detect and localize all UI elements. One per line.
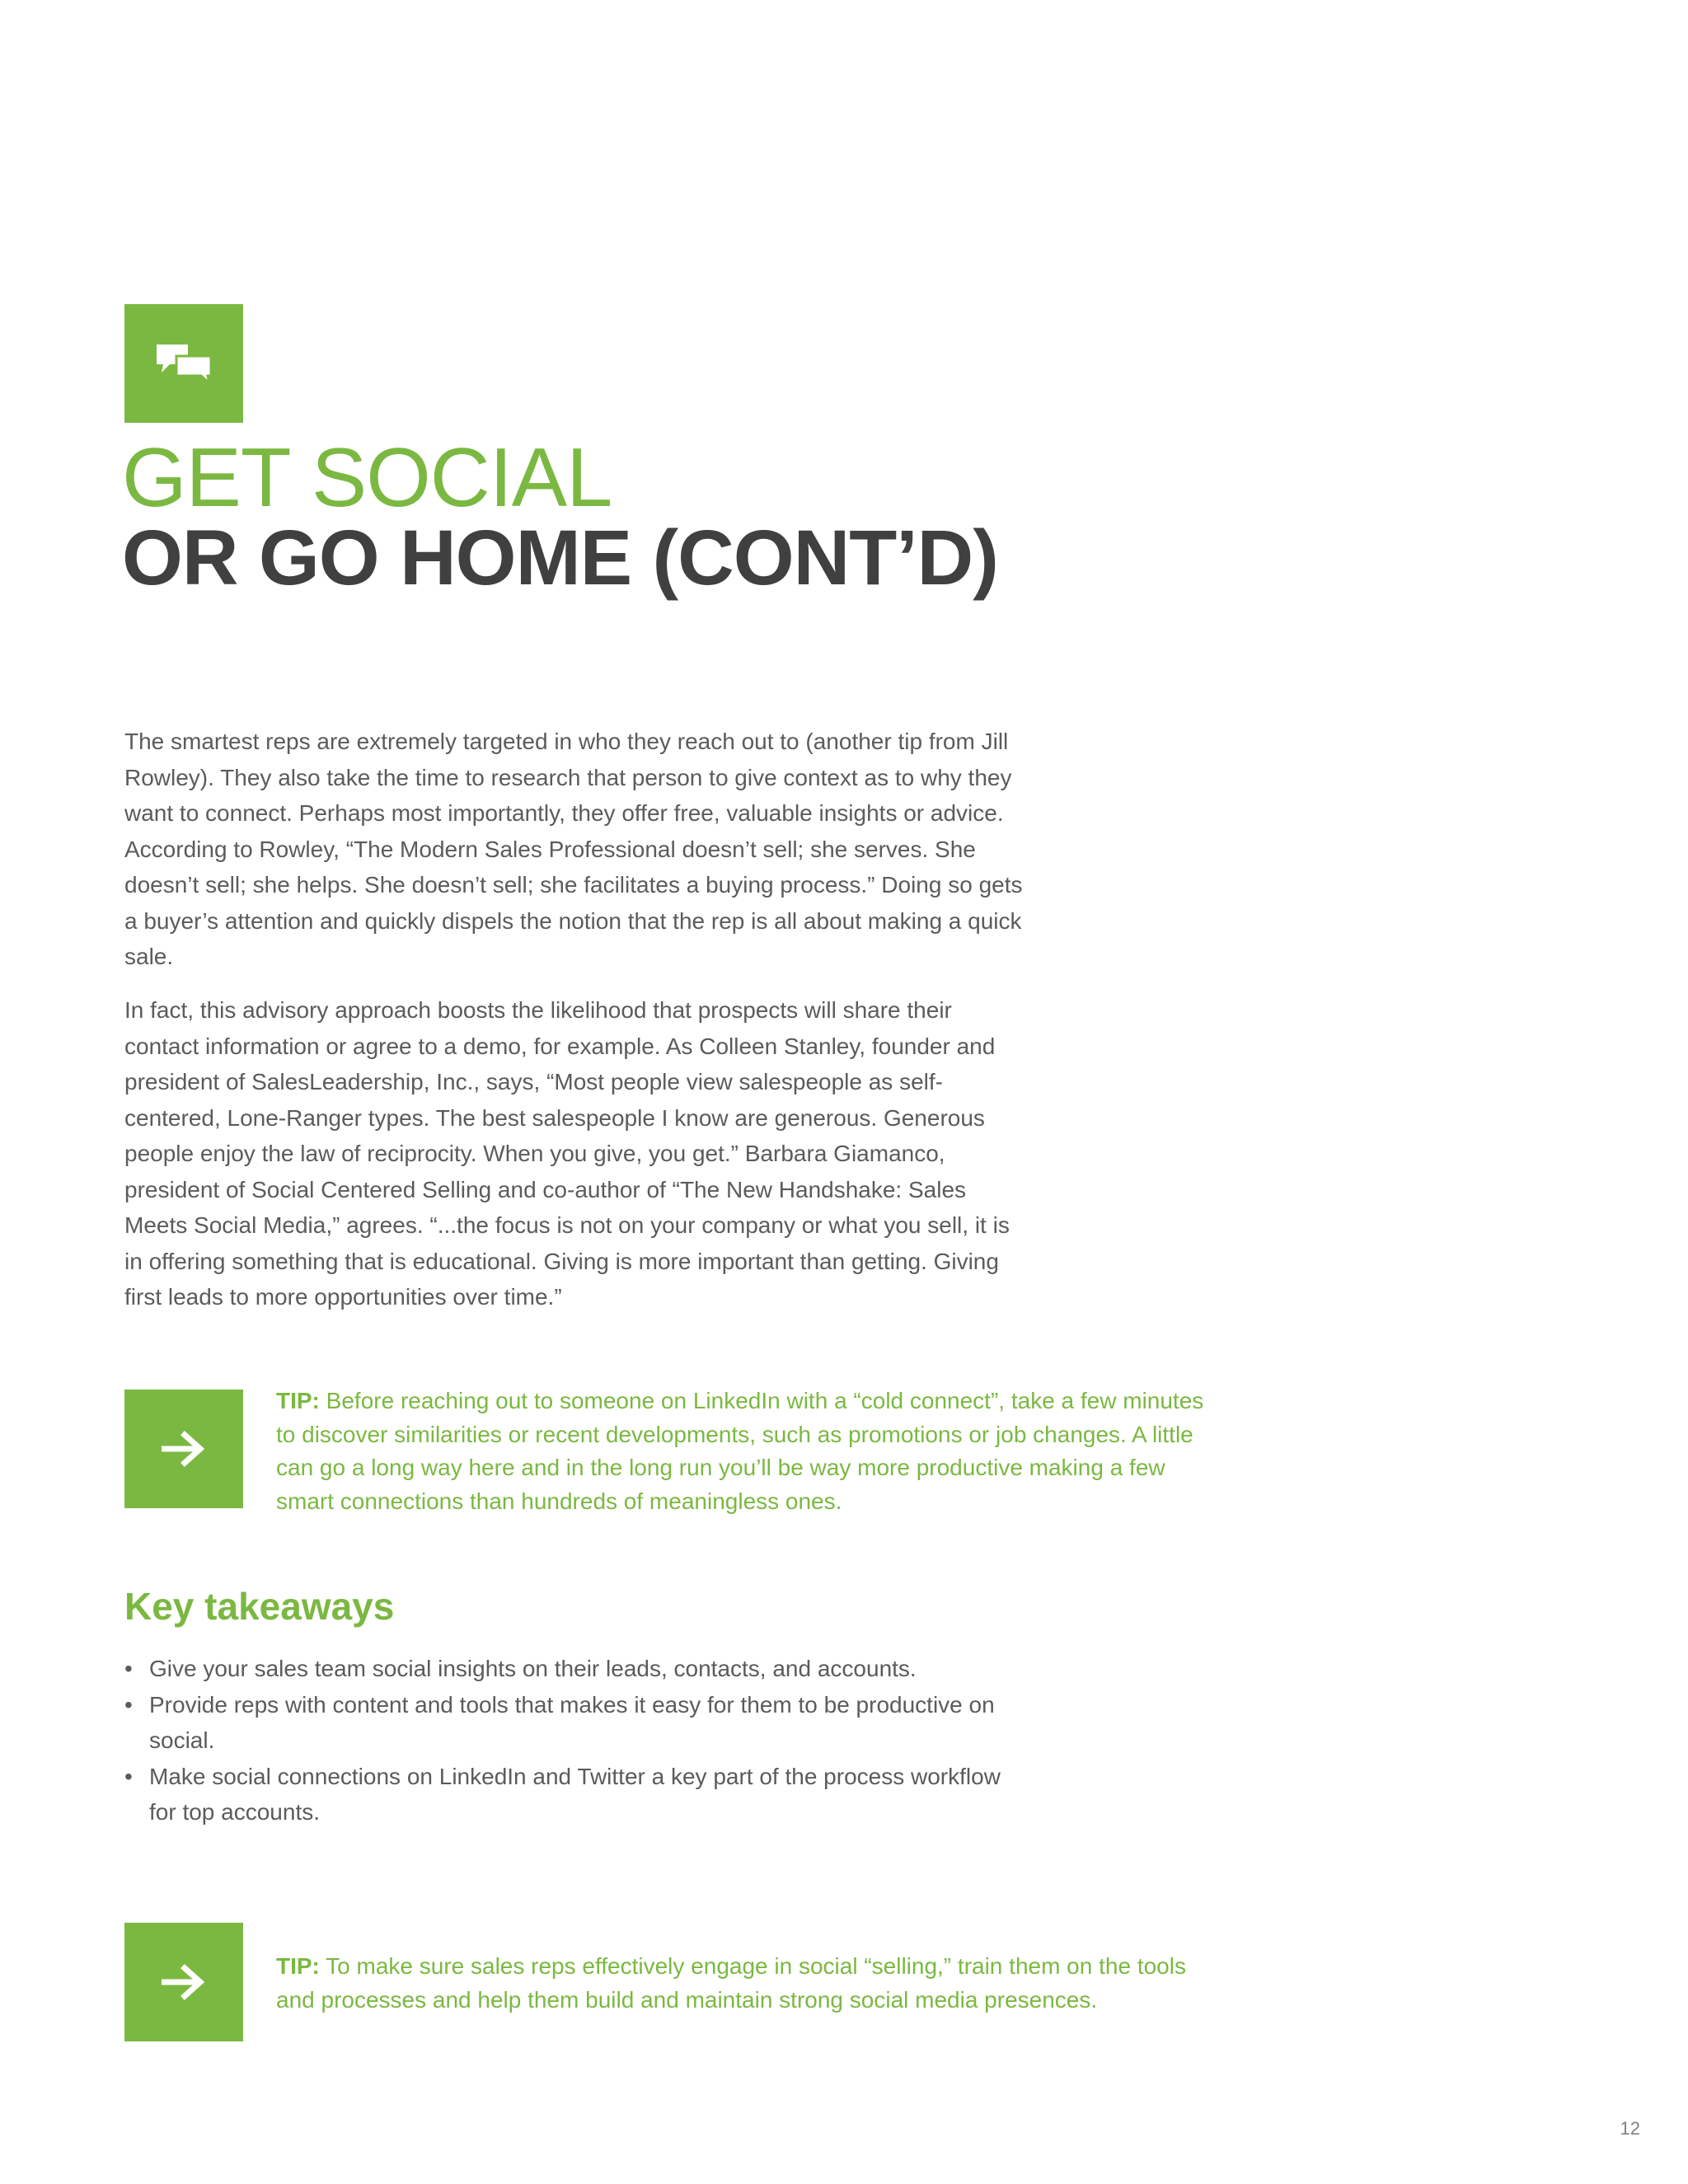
page-title-line2: OR GO HOME (CONT’D) [122,514,998,602]
list-item: • Give your sales team social insights on their leads, contacts, and accounts. [124,1651,1031,1687]
arrow-right-icon [162,1964,206,2000]
body-paragraph-2: In fact, this advisory approach boosts the likelihood that prospects will share their contact information or agree to a demo, for example. As Colleen Stanley, founder and president of SalesLeadership, Inc., says, “Most people view salespeople as self-centered, Lone-Ranger types. The best salespeople I know are generous. Generous people enjoy the law of reciprocity. When you give, you get.” Barbara Giamanco, president of Social Centered Selling and co-author of “The New Handshake: Sales Meets Social Media,” agrees. “...the focus is not on your company or what you sell, it is in offering something that is educational. Giving is more important than getting. Giving first leads to more opportunities over time.” [124,997,1010,1310]
key-takeaways-list [124,1651,1031,1830]
body-paragraph-1: The smartest reps are extremely targeted in who they reach out to (another tip from Jill Rowley). They also take the time to research that person to give context as to why they want to connect. Perhaps most importantly, they offer free, valuable insights or advice. According to Rowley, “The Modern Sales Professional doesn’t sell; she serves. She doesn’t sell; she helps. She doesn’t sell; she facilitates a buying process.” Doing so gets a buyer’s attention and quickly dispels the notion that the rep is all about making a quick sale. [124,729,1023,969]
speech-bubbles-icon [155,343,213,384]
list-item: • Provide reps with content and tools that makes it easy for them to be productive on social. [124,1687,1031,1759]
page-title-line1: GET SOCIAL [122,432,612,524]
tip-arrow-badge-1 [124,1390,243,1508]
chat-icon-badge [124,304,243,423]
list-item: • Make social connections on LinkedIn and Twitter a key part of the process workflow for top accounts. [124,1759,1031,1830]
tip-callout-1 [276,1385,1216,1518]
arrow-right-icon [162,1431,206,1467]
tip-label: TIP: [276,1388,320,1413]
tip-callout-2 [276,1950,1216,2017]
tip-label: TIP: [276,1953,320,1979]
tip-arrow-badge-2 [124,1923,243,2041]
tip-text: To make sure sales reps effectively engage in social “selling,” train them on the tools and processes and help them build and maintain strong social media presences. [276,1953,1186,2013]
key-takeaways-heading: Key takeaways [124,1585,395,1628]
page-number: 12 [1620,2118,1640,2139]
tip-text: Before reaching out to someone on LinkedIn with a “cold connect”, take a few minutes to discover similarities or recent developments, such as promotions or job changes. A little can go a long way here and in the long run you’ll be way more productive making a few smart connections than hundreds of meaningless ones. [276,1388,1204,1514]
